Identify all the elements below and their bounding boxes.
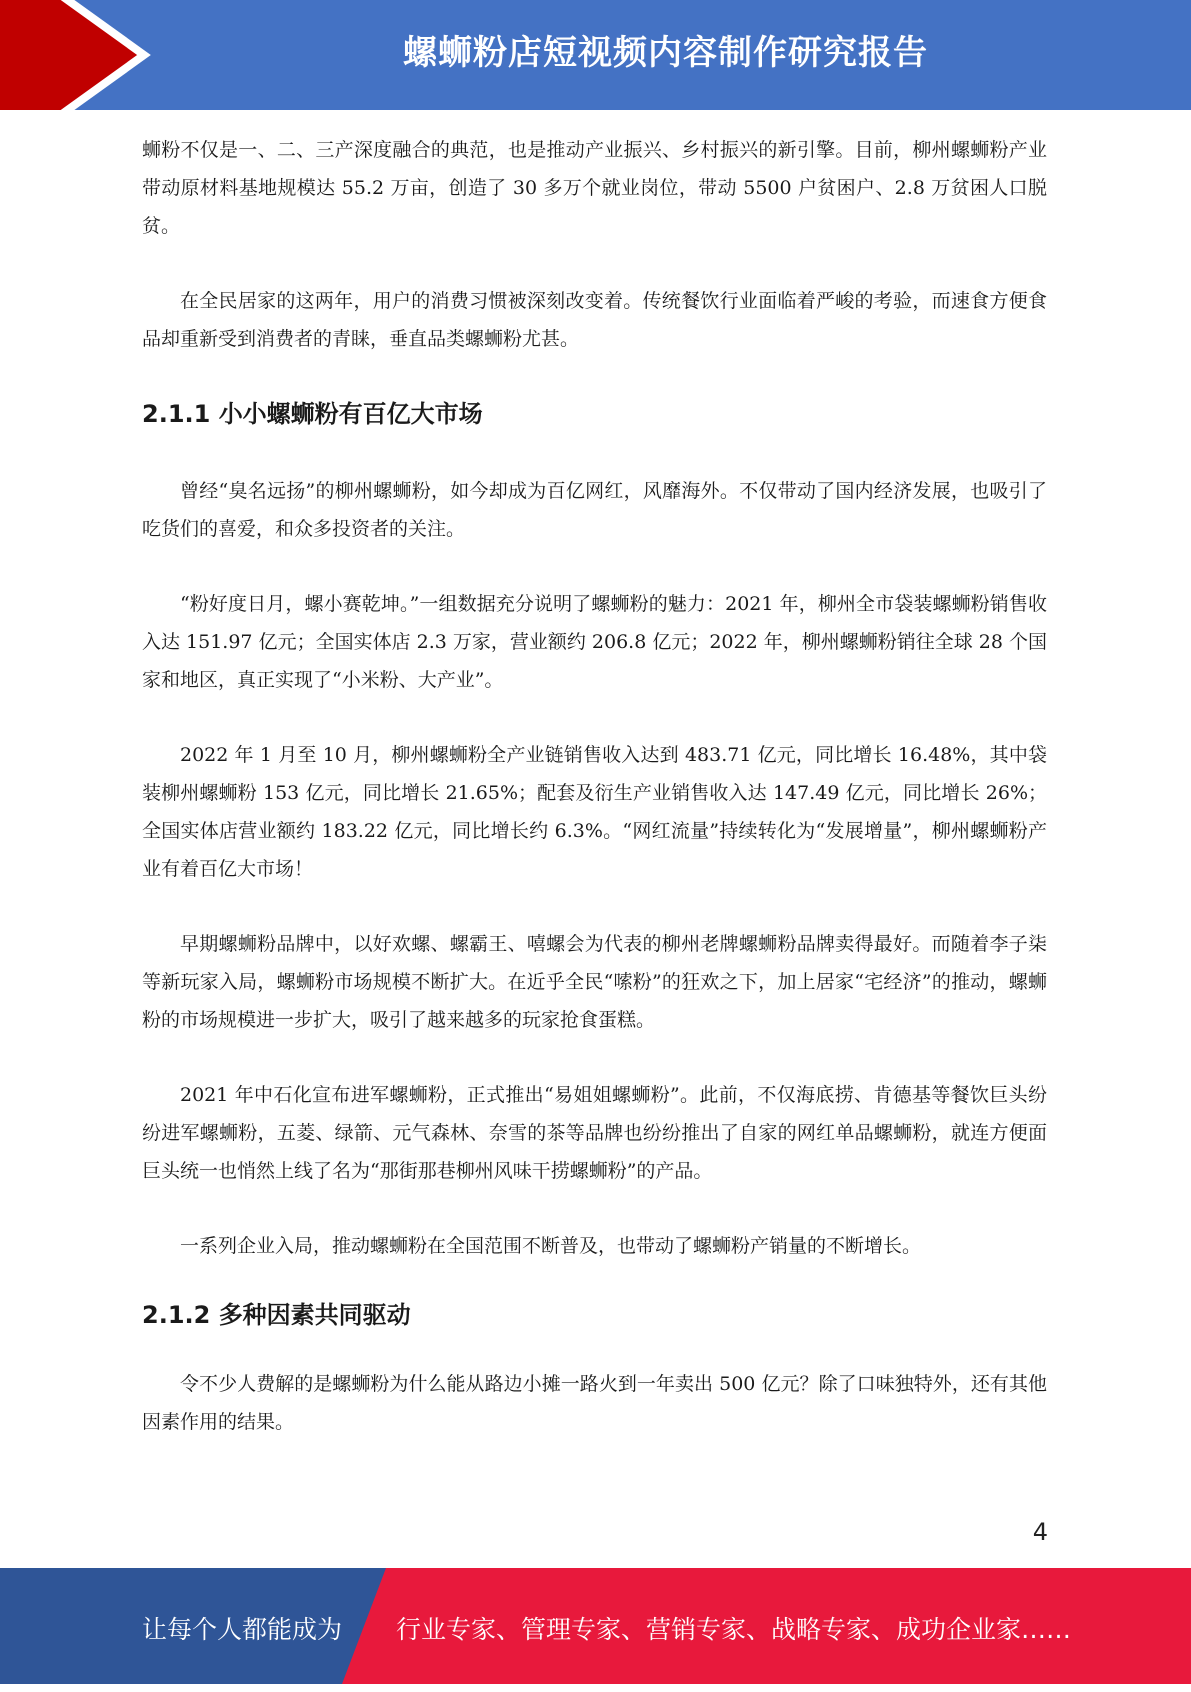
report-title: 螺蛳粉店短视频内容制作研究报告 bbox=[403, 33, 928, 73]
paragraph: 2021 年中石化宣布进军螺蛳粉，正式推出“易姐姐螺蛳粉”。此前，不仅海底捞、肯德基等餐饮巨头纷纷进军螺蛳粉，五菱、绿箭、元气森林、奈雪的茶等品牌也纷纷推出了自家的网红单品螺蛳粉，就连方便面巨头统一也悄然上线了名为“那街那巷柳州风味干捞螺蛳粉”的产品。 bbox=[142, 1084, 1047, 1182]
section-heading: 2.1.1 小小螺蛳粉有百亿大市场 bbox=[142, 400, 483, 428]
header-arrow-decoration bbox=[0, 0, 300, 110]
paragraph: 一系列企业入局，推动螺蛳粉在全国范围不断普及，也带动了螺蛳粉产销量的不断增长。 bbox=[180, 1235, 922, 1257]
page-number: 4 bbox=[1032, 1518, 1048, 1546]
page-footer bbox=[0, 1568, 1191, 1684]
paragraph: “粉好度日月，螺小赛乾坤。”一组数据充分说明了螺蛳粉的魅力：2021 年，柳州全市袋装螺蛳粉销售收入达 151.97 亿元；全国实体店 2.3 万家，营业额约 206.8 亿元；2022 年，柳州螺蛳粉销往全球 28 个国家和地区，真正实现了“小米粉、大产业”。 bbox=[142, 593, 1047, 691]
paragraph: 早期螺蛳粉品牌中，以好欢螺、螺霸王、嘻螺会为代表的柳州老牌螺蛳粉品牌卖得最好。而随着李子柒等新玩家入局，螺蛳粉市场规模不断扩大。在近乎全民“嗦粉”的狂欢之下，加上居家“宅经济”的推动，螺蛳粉的市场规模进一步扩大，吸引了越来越多的玩家抢食蛋糕。 bbox=[142, 933, 1047, 1031]
paragraph: 令不少人费解的是螺蛳粉为什么能从路边小摊一路火到一年卖出 500 亿元？除了口味独特外，还有其他因素作用的结果。 bbox=[142, 1373, 1047, 1433]
page-content bbox=[142, 131, 1047, 1441]
section-heading: 2.1.2 多种因素共同驱动 bbox=[142, 1301, 411, 1329]
footer-slogan-left: 让每个人都能成为 bbox=[142, 1615, 343, 1644]
page-header bbox=[0, 0, 1191, 110]
paragraph: 蛳粉不仅是一、二、三产深度融合的典范，也是推动产业振兴、乡村振兴的新引擎。目前，柳州螺蛳粉产业带动原材料基地规模达 55.2 万亩，创造了 30 多万个就业岗位，带动 5500 户贫困户、2.8 万贫困人口脱贫。 bbox=[142, 139, 1047, 237]
footer-slogan-right: 行业专家、管理专家、营销专家、战略专家、成功企业家…… bbox=[396, 1615, 1072, 1644]
paragraph: 2022 年 1 月至 10 月，柳州螺蛳粉全产业链销售收入达到 483.71 亿元，同比增长 16.48%，其中袋装柳州螺蛳粉 153 亿元，同比增长 21.65%；配套及衍生产业销售收入达 147.49 亿元，同比增长 26%；全国实体店营业额约 183.22 亿元，同比增长约 6.3%。“网红流量”持续转化为“发展增量”，柳州螺蛳粉产业有着百亿大市场！ bbox=[142, 744, 1047, 880]
paragraph: 在全民居家的这两年，用户的消费习惯被深刻改变着。传统餐饮行业面临着严峻的考验，而速食方便食品却重新受到消费者的青睐，垂直品类螺蛳粉尤甚。 bbox=[142, 290, 1047, 350]
paragraph: 曾经“臭名远扬”的柳州螺蛳粉，如今却成为百亿网红，风靡海外。不仅带动了国内经济发展，也吸引了吃货们的喜爱，和众多投资者的关注。 bbox=[142, 480, 1047, 540]
